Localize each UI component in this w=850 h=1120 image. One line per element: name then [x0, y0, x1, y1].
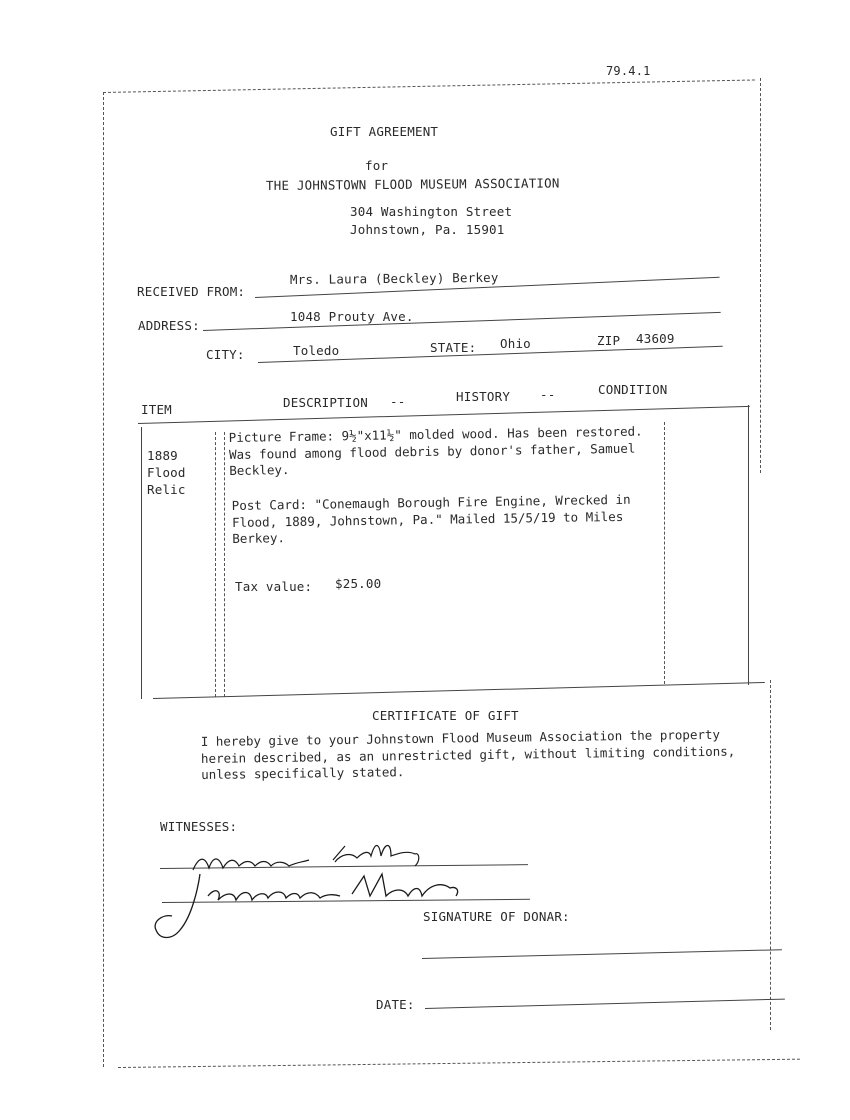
certificate-text: I hereby give to your Johnstown Flood Museum Association the property herein described, as an unrestricted gift, without limiting conditions, unless specifically stated.	[200, 726, 736, 782]
received-from-label: RECEIVED FROM:	[137, 284, 246, 299]
organization-city: Johnstown, Pa. 15901	[350, 222, 505, 237]
form-border-right	[760, 78, 761, 473]
city-value: Toledo	[293, 343, 340, 358]
table-left-edge	[141, 427, 142, 699]
table-top-line	[138, 406, 750, 424]
header-item: ITEM	[141, 402, 172, 417]
catalog-number: 79.4.1	[606, 64, 651, 78]
received-from-value: Mrs. Laura (Beckley) Berkey	[289, 269, 499, 287]
form-for: for	[365, 158, 389, 173]
description-column-divider	[224, 432, 225, 697]
tax-value-label: Tax value:	[235, 579, 313, 594]
organization-street: 304 Washington Street	[350, 204, 513, 219]
tax-value-amount: $25.00	[335, 576, 382, 591]
zip-label: ZIP	[597, 333, 621, 348]
table-bottom-line	[153, 682, 765, 699]
header-sep-1: --	[390, 394, 406, 409]
table-right-edge	[748, 405, 749, 685]
form-title: GIFT AGREEMENT	[330, 124, 439, 139]
item-column-divider	[215, 432, 216, 697]
state-label: STATE:	[430, 340, 477, 355]
address-line	[203, 312, 721, 331]
item-line-2: Flood	[147, 465, 186, 480]
certificate-title: CERTIFICATE OF GIFT	[372, 708, 519, 723]
item-line-3: Relic	[147, 482, 186, 497]
condition-column-divider	[664, 422, 665, 684]
address-value: 1048 Prouty Ave.	[290, 309, 414, 324]
header-condition: CONDITION	[598, 382, 668, 397]
witnesses-label: WITNESSES:	[160, 819, 238, 834]
donor-signature-line	[422, 949, 782, 959]
city-label: CITY:	[206, 347, 245, 362]
witness-signature-2	[150, 868, 480, 948]
date-label: DATE:	[376, 997, 415, 1012]
item-line-1: 1889	[147, 448, 178, 463]
header-description: DESCRIPTION	[283, 395, 368, 410]
description-picture-frame: Picture Frame: 9½"x11½" molded wood. Has been restored. Was found among flood debris by donor's father, Samuel Beckley.	[228, 423, 643, 478]
description-post-card: Post Card: "Conemaugh Borough Fire Engine, Wrecked in Flood, 1889, Johnstown, Pa." Mailed 15/5/19 to Miles Berkey.	[231, 491, 631, 546]
state-value: Ohio	[500, 336, 531, 351]
address-label: ADDRESS:	[138, 318, 200, 333]
header-history: HISTORY	[456, 389, 511, 404]
header-sep-2: --	[540, 387, 556, 402]
zip-value: 43609	[636, 331, 675, 346]
form-border-top	[103, 79, 755, 93]
form-border-bottom	[118, 1059, 800, 1068]
form-border-left	[103, 92, 104, 1067]
date-line	[425, 999, 785, 1009]
signature-of-donor-label: SIGNATURE OF DONAR:	[423, 909, 570, 924]
organization-name: THE JOHNSTOWN FLOOD MUSEUM ASSOCIATION	[265, 175, 560, 193]
form-border-right-lower	[770, 680, 771, 1030]
